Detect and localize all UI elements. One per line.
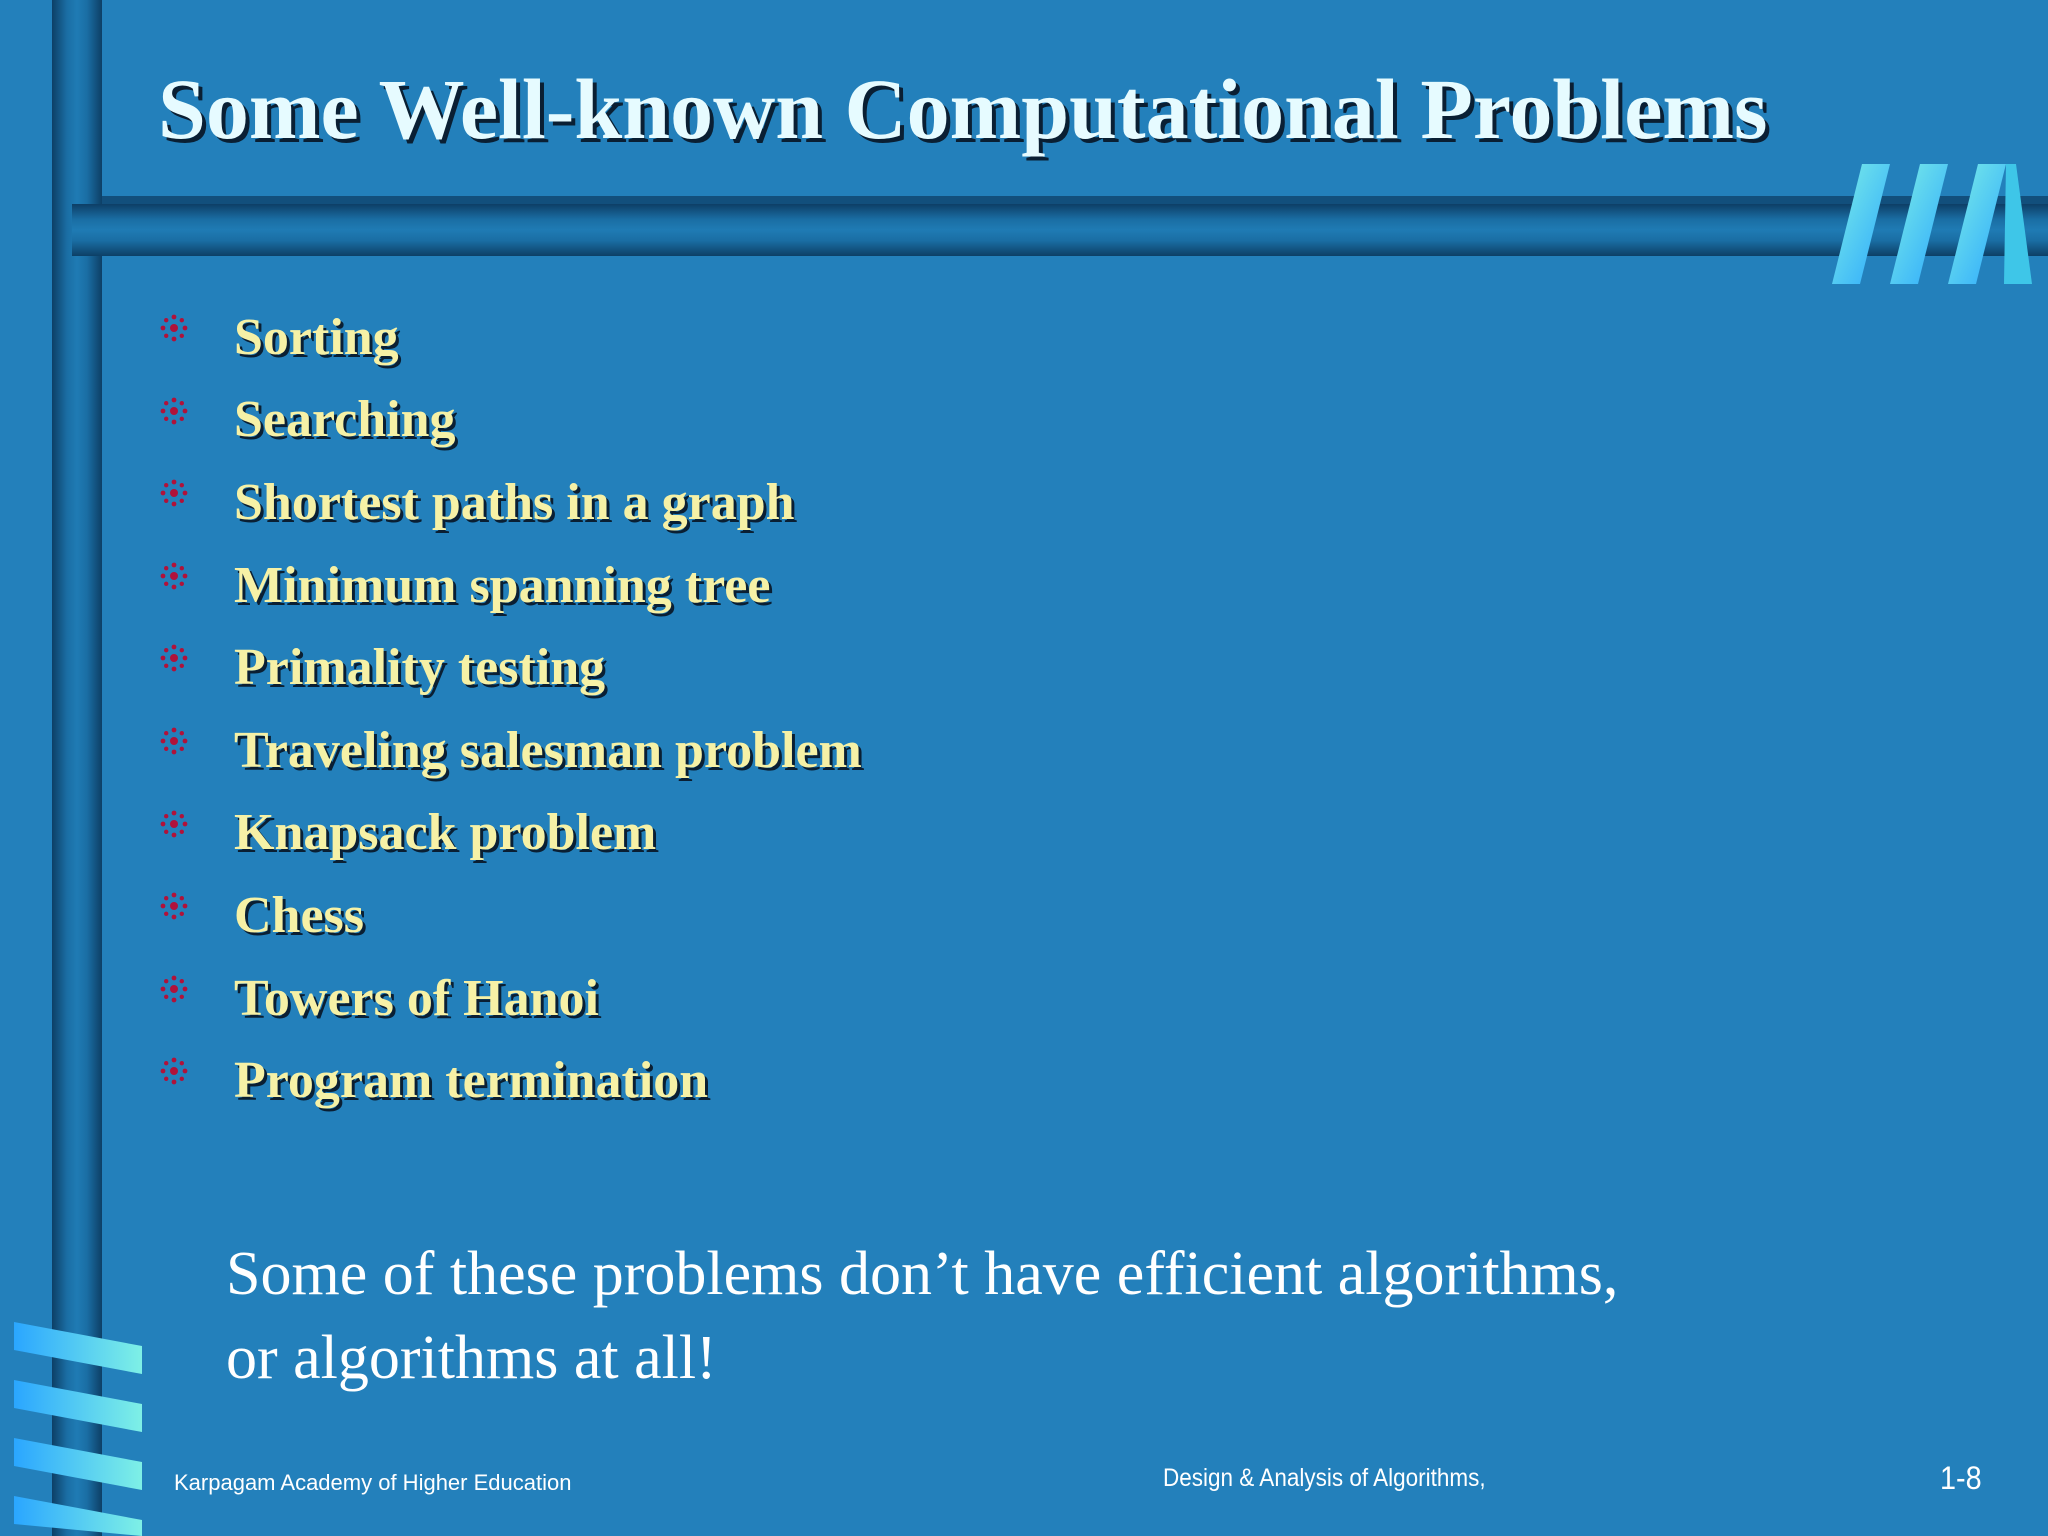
flower-bullet-icon <box>156 971 192 1007</box>
list-item-text: Minimum spanning tree <box>234 556 771 614</box>
list-item-text: Chess <box>234 886 365 944</box>
list-item <box>156 461 862 544</box>
list-item-text: Towers of Hanoi <box>234 969 599 1027</box>
flower-bullet-icon <box>156 888 192 924</box>
footer-course: Design & Analysis of Algorithms, <box>1163 1464 1486 1492</box>
flower-bullet-icon <box>156 558 192 594</box>
flower-bullet-icon <box>156 1053 192 1089</box>
note-line-2: or algorithms at all! <box>226 1324 717 1392</box>
list-item-text: Sorting <box>234 308 399 366</box>
list-item-text: Primality testing <box>234 639 606 697</box>
list-item <box>156 626 862 709</box>
footer-institution: Karpagam Academy of Higher Education <box>174 1470 572 1495</box>
flower-bullet-icon <box>156 723 192 759</box>
list-item-text: Traveling salesman problem <box>234 721 862 779</box>
list-item <box>156 544 862 627</box>
list-item <box>156 957 862 1040</box>
list-item <box>156 709 862 792</box>
list-item <box>156 792 862 875</box>
list-item-text: Program termination <box>234 1052 709 1110</box>
slide-note <box>226 1232 1618 1400</box>
list-item-text: Searching <box>234 391 456 449</box>
flower-bullet-icon <box>156 475 192 511</box>
note-line-1: Some of these problems don’t have efficient algorithms, <box>226 1240 1619 1308</box>
flower-bullet-icon <box>156 806 192 842</box>
list-item <box>156 1039 862 1122</box>
ribbon-decoration-bottom-left <box>10 1318 142 1536</box>
list-item <box>156 296 862 379</box>
slide-number: 1-8 <box>1940 1460 1982 1496</box>
list-item-text: Knapsack problem <box>234 804 657 862</box>
ribbon-decoration-top-right <box>1832 160 2032 286</box>
list-item <box>156 379 862 462</box>
problem-list <box>156 296 862 1122</box>
flower-bullet-icon <box>156 310 192 346</box>
flower-bullet-icon <box>156 393 192 429</box>
slide-title: Some Well-known Computational Problems <box>158 61 1768 157</box>
list-item-text: Shortest paths in a graph <box>234 473 795 531</box>
frame-horizontal-bar <box>72 204 2048 256</box>
flower-bullet-icon <box>156 640 192 676</box>
list-item <box>156 874 862 957</box>
